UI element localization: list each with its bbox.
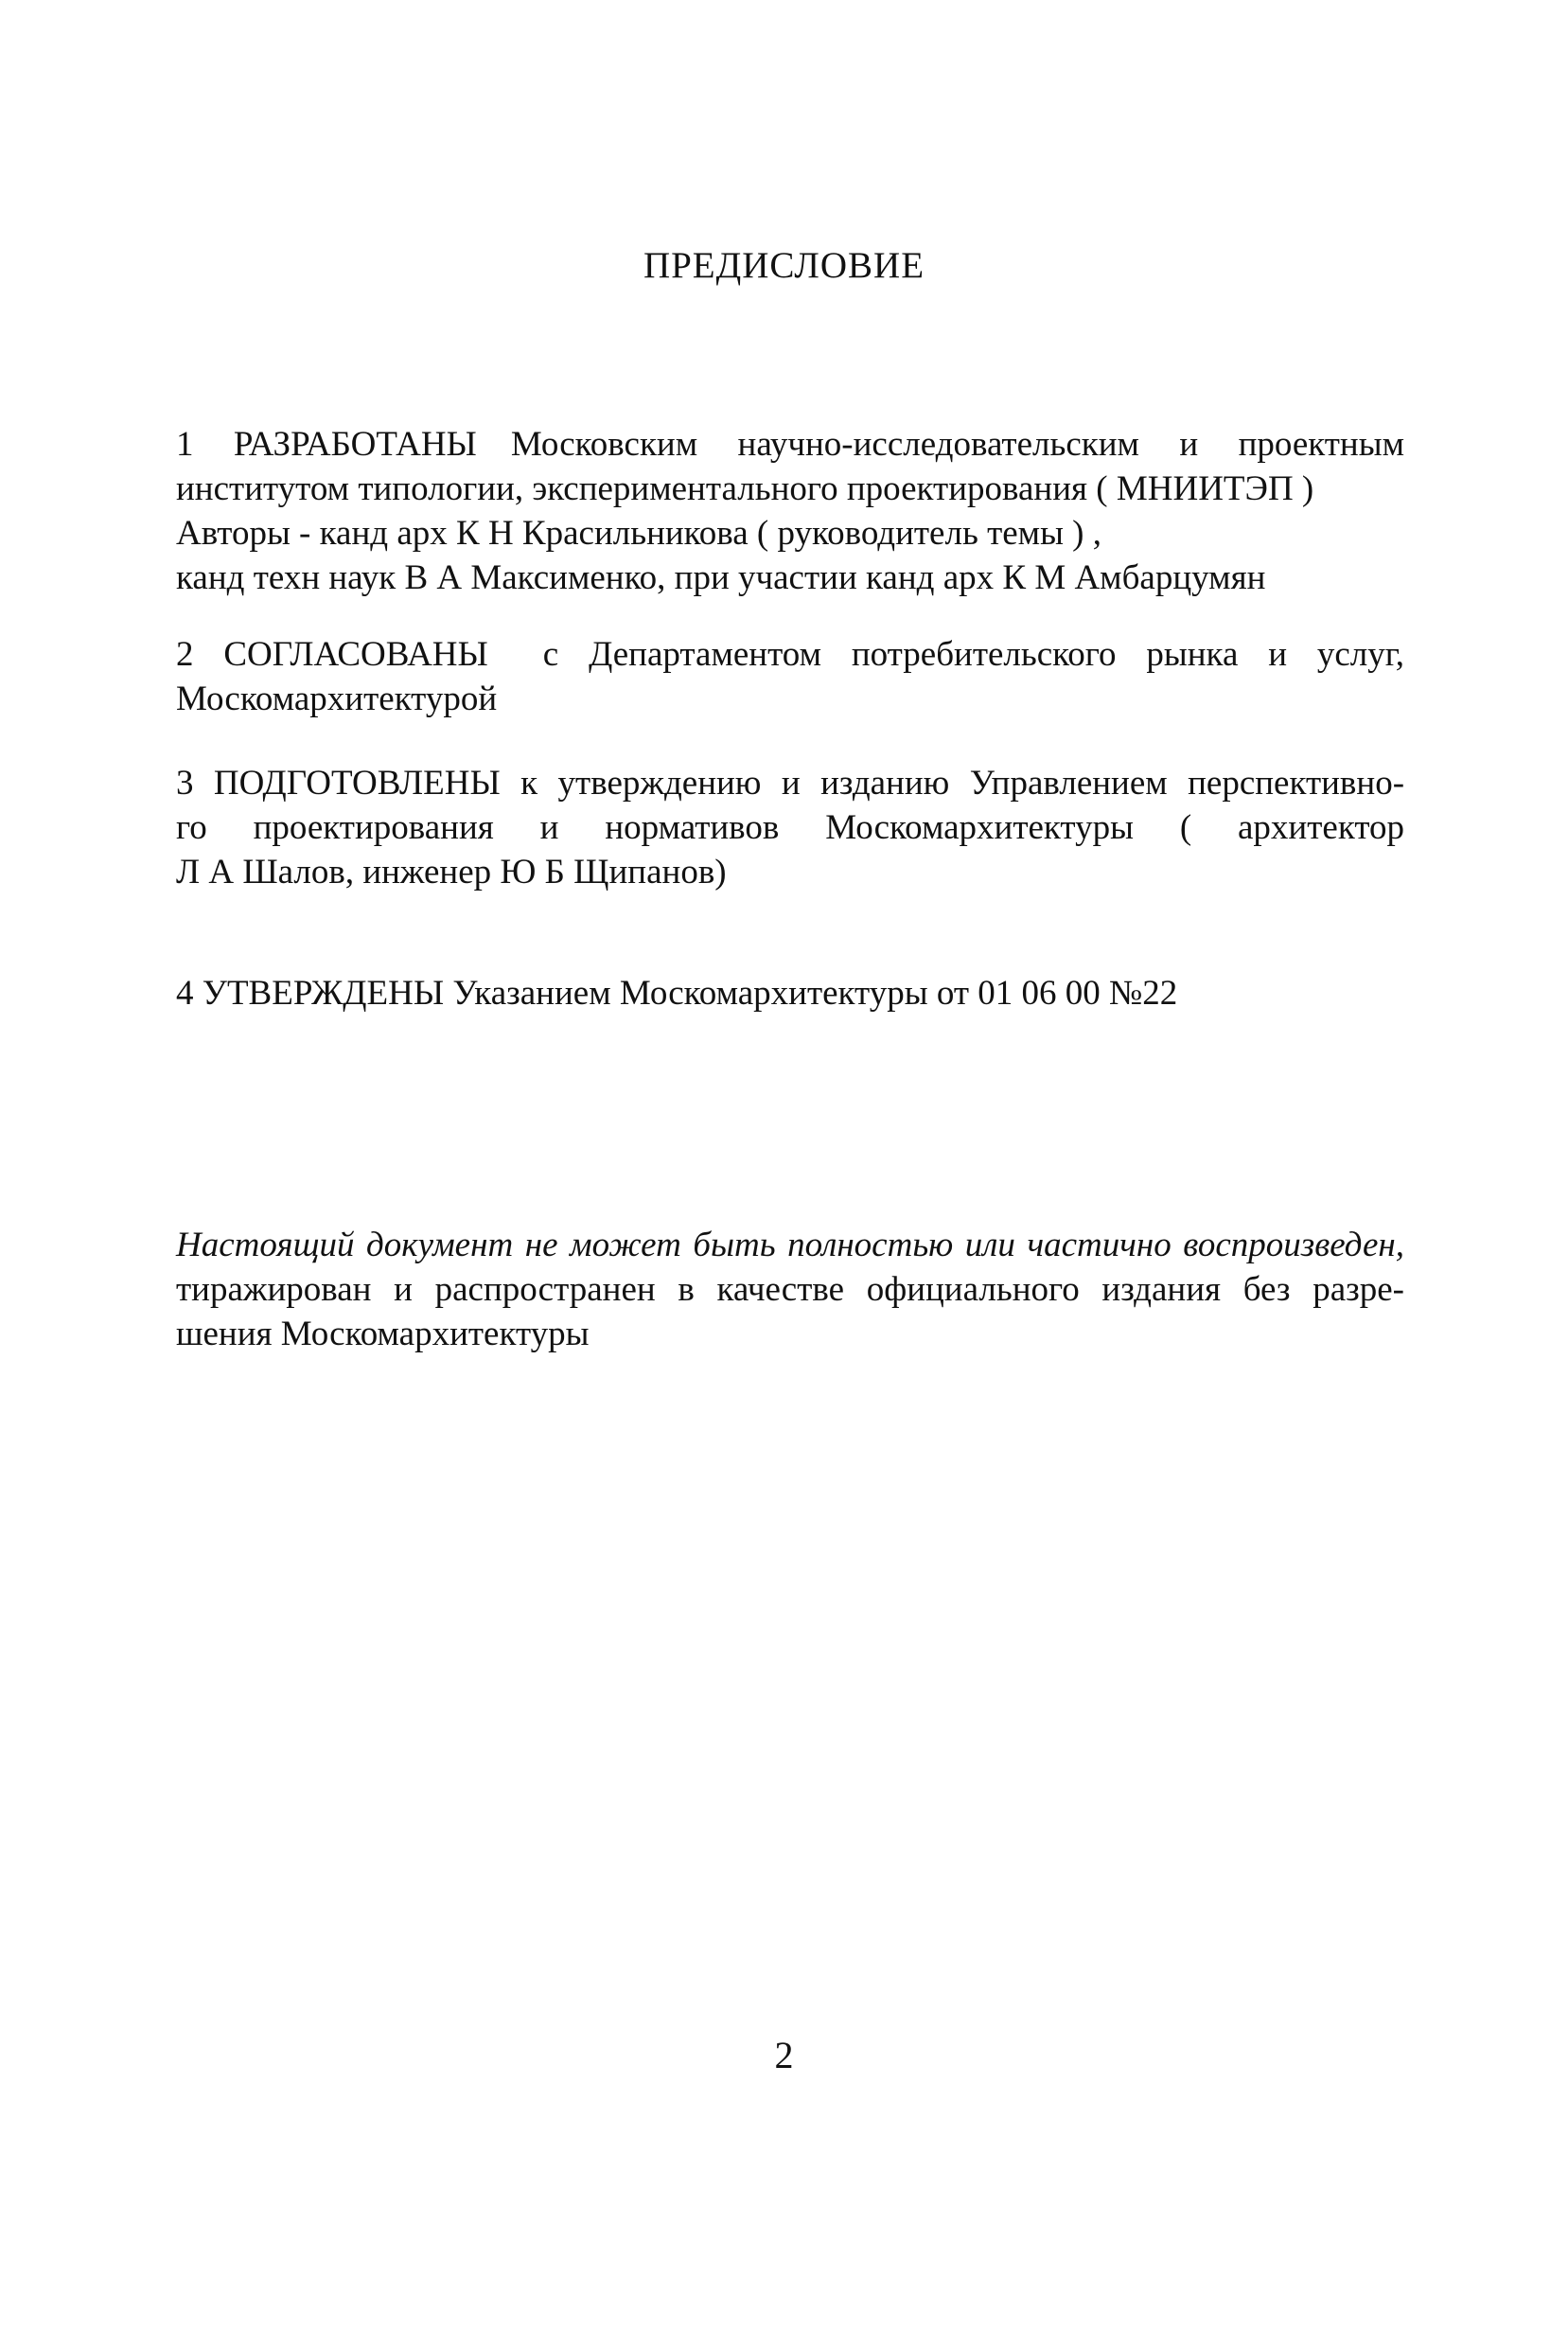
section-4-line-1 xyxy=(176,971,1404,1015)
section-3-text-2: го проектирования и нормативов Москомархитектуры ( архитектор xyxy=(176,808,1404,847)
section-1-text-2: институтом типологии, экспериментального проектирования ( МНИИТЭП ) xyxy=(176,469,1314,508)
section-4-heading: УТВЕРЖДЕНЫ xyxy=(202,974,445,1013)
section-1-text-3: Авторы - канд арх К Н Красильникова ( руководитель темы ) , xyxy=(176,514,1102,553)
section-3 xyxy=(176,761,1404,894)
section-4-number: 4 xyxy=(176,974,194,1013)
notice-line-1 xyxy=(176,1223,1404,1267)
notice-text-3: шения Москомархитектуры xyxy=(176,1315,590,1353)
section-4 xyxy=(176,971,1404,1015)
copyright-notice xyxy=(176,1223,1404,1356)
section-4-text-1: Указанием Москомархитектуры от 01 06 00 №22 xyxy=(452,974,1178,1013)
page-title: ПРЕДИСЛОВИЕ xyxy=(643,245,925,286)
section-3-line-1 xyxy=(176,761,1404,805)
section-1-number: 1 xyxy=(176,425,194,464)
section-1-text-1: Московским научно-исследовательским и проектным xyxy=(510,425,1404,464)
section-3-text-3: Л А Шалов, инженер Ю Б Щипанов) xyxy=(176,853,727,892)
section-2-text-2: Москомархитектурой xyxy=(176,680,498,718)
section-2 xyxy=(176,632,1404,721)
section-2-number: 2 xyxy=(176,635,194,674)
section-1-text-4: канд техн наук В А Максименко, при участии канд арх К М Амбарцумян xyxy=(176,558,1266,597)
section-2-text-1: с Департаментом потребительского рынка и услуг, xyxy=(542,635,1405,674)
section-3-text-1: к утверждению и изданию Управлением перспективно- xyxy=(520,764,1405,803)
section-3-heading: ПОДГОТОВЛЕНЫ xyxy=(213,764,501,803)
section-3-number: 3 xyxy=(176,764,194,803)
section-1 xyxy=(176,422,1404,600)
notice-text-2: тиражирован и распространен в качестве официального издания без разре- xyxy=(176,1270,1404,1309)
section-2-heading: СОГЛАСОВАНЫ xyxy=(223,635,488,674)
page-number: 2 xyxy=(774,2034,794,2076)
section-1-heading: РАЗРАБОТАНЫ xyxy=(233,425,477,464)
section-1-line-1 xyxy=(176,422,1404,467)
notice-text-1: Настоящий документ не может быть полностью или частично воспроизведен, xyxy=(176,1226,1404,1264)
section-2-line-1 xyxy=(176,632,1404,677)
